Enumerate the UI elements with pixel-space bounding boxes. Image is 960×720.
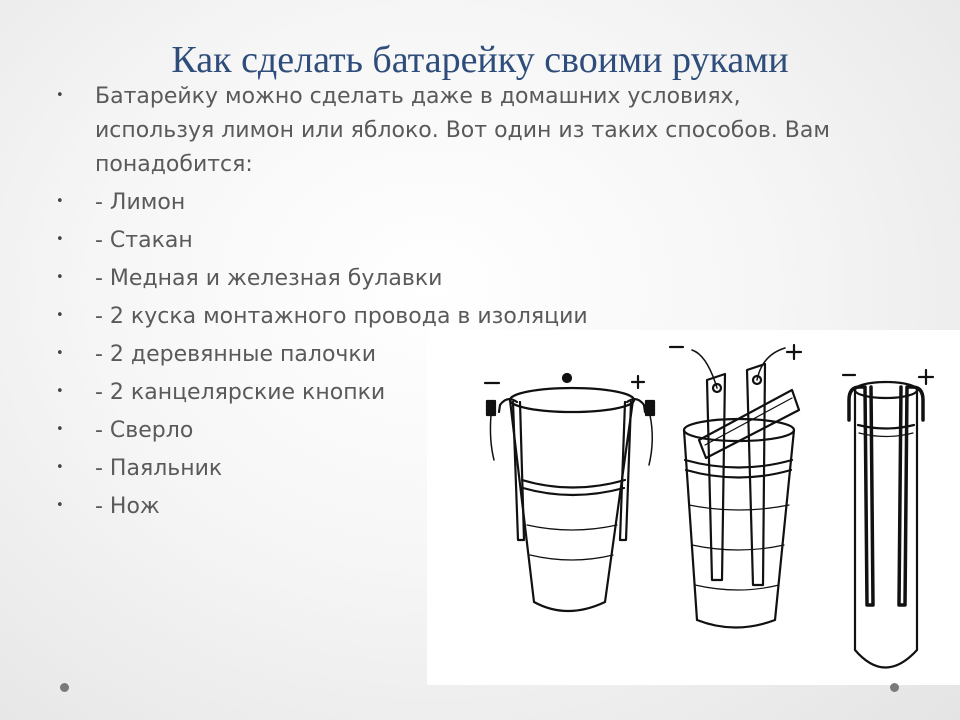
slide-corner-dot-right — [890, 683, 899, 692]
bullet-wires: • - 2 куска монтажного провода в изоляции — [56, 300, 855, 334]
test-tube-cell — [843, 370, 933, 668]
bullet-glass: • - Стакан — [56, 224, 855, 258]
slide-corner-dot-left — [60, 683, 69, 692]
bullet-thumbtacks: • - 2 канцелярские кнопки — [56, 376, 855, 410]
bullet-lemon: • - Лимон — [56, 186, 855, 220]
bullet-soldering-iron: • - Паяльник — [56, 452, 855, 486]
glass-with-bent-electrodes — [485, 374, 654, 611]
slide-title: Как сделать батарейку своими руками — [171, 39, 789, 81]
bullet-knife: • - Нож — [56, 490, 855, 524]
bullet-sticks: • - 2 деревянные палочки — [56, 338, 855, 372]
battery-illustration — [427, 330, 960, 685]
bullet-pins: • - Медная и железная булавки — [56, 262, 855, 296]
bullet-intro: • Батарейку можно сделать даже в домашних условиях, используя лимон или яблоко. Вот один из таких способов. Вам понадобится: — [56, 80, 855, 182]
bullet-drill: • - Сверло — [56, 414, 855, 448]
glass-with-plates — [670, 345, 801, 628]
